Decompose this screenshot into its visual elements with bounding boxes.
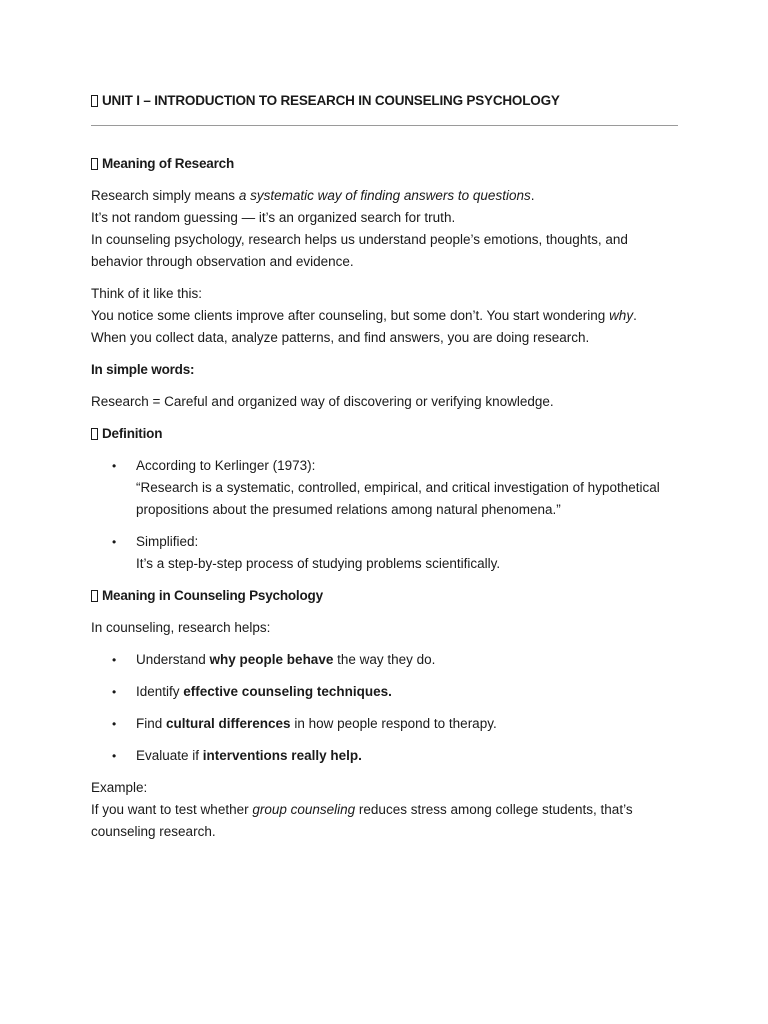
section-heading-text: Meaning of Research	[102, 156, 234, 171]
text-span: Research simply means	[91, 188, 239, 203]
unit-title	[91, 90, 681, 112]
simple-words-text: Research = Careful and organized way of discovering or verifying knowledge.	[91, 394, 554, 409]
text-span: If you want to test whether	[91, 802, 253, 817]
text-span: You notice some clients improve after counseling, but some don’t. You start wondering	[91, 308, 610, 323]
text-span: .	[530, 188, 535, 203]
paragraph-think	[91, 283, 681, 349]
text-line: Think of it like this:	[91, 286, 203, 301]
list-item	[91, 531, 681, 575]
unit-title-text: UNIT I – INTRODUCTION TO RESEARCH IN COUNSELING PSYCHOLOGY	[102, 93, 560, 108]
counseling-intro: In counseling, research helps:	[91, 620, 271, 635]
emphasis-text: group counseling	[252, 802, 356, 817]
text-span: in how people respond to therapy.	[290, 716, 497, 731]
bold-text: why people behave	[209, 652, 334, 667]
missing-glyph-icon	[91, 428, 98, 440]
horizontal-rule	[91, 125, 678, 126]
section-heading-definition	[91, 423, 681, 445]
emphasis-text: a systematic way of finding answers to questions	[238, 188, 531, 203]
text-line	[91, 185, 681, 207]
text-line: • According to Kerlinger (1973):	[136, 458, 316, 473]
text-span: reduces stress among college students, that’s counseling research.	[91, 802, 633, 839]
text-line: In counseling psychology, research helps us understand people’s emotions, thoughts, and behavior through observation and evidence.	[91, 232, 628, 269]
definition-list	[91, 455, 681, 575]
text-span: Understand	[136, 652, 210, 667]
missing-glyph-icon	[91, 590, 98, 602]
example-label: Example:	[91, 780, 148, 795]
quote-text: “Research is a systematic, controlled, empirical, and critical investigation of hypothetical propositions about the presumed relations among natural phenomena.”	[136, 480, 660, 517]
list-item	[91, 713, 681, 735]
emphasis-text: why	[609, 308, 634, 323]
bold-text: interventions really help.	[202, 748, 362, 763]
text-span: the way they do.	[333, 652, 436, 667]
missing-glyph-icon	[91, 95, 98, 107]
text-span: Evaluate if	[136, 748, 203, 763]
bold-text: cultural differences	[166, 716, 291, 731]
text-line	[91, 305, 681, 327]
paragraph-meaning-intro	[91, 185, 681, 273]
section-heading-text: Definition	[102, 426, 163, 441]
section-heading-meaning	[91, 153, 681, 175]
text-span: Find	[136, 716, 167, 731]
text-span: Identify	[136, 684, 184, 699]
list-item	[91, 649, 681, 671]
section-heading-text: Meaning in Counseling Psychology	[102, 588, 323, 603]
text-line	[91, 799, 681, 843]
list-item	[91, 745, 681, 767]
counseling-list	[91, 649, 681, 767]
document-page	[91, 90, 681, 843]
list-item	[91, 681, 681, 703]
list-item	[91, 455, 681, 521]
paragraph-example	[91, 777, 681, 843]
text-line: • Simplified:	[136, 534, 199, 549]
text-line: When you collect data, analyze patterns, and find answers, you are doing research.	[91, 330, 590, 345]
section-heading-counseling	[91, 585, 681, 607]
missing-glyph-icon	[91, 158, 98, 170]
bold-text: effective counseling techniques.	[183, 684, 392, 699]
text-line: It’s not random guessing — it’s an organized search for truth.	[91, 210, 456, 225]
simple-words-heading: In simple words:	[91, 362, 195, 377]
text-span: .	[633, 308, 637, 323]
text-line: It’s a step-by-step process of studying problems scientifically.	[136, 556, 501, 571]
